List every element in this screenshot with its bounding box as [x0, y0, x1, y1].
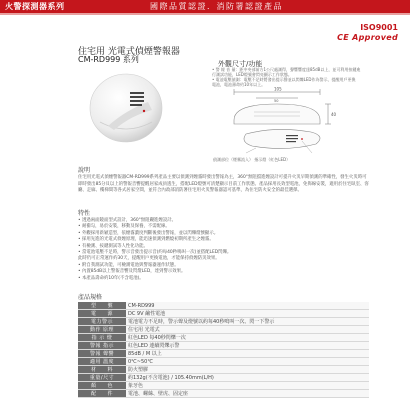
- spec-value: 0℃~50℃: [126, 358, 369, 366]
- spec-value: 約132g(不含電池) / 105.40mm(L/H): [126, 374, 369, 382]
- spec-key: 適用 溫度: [78, 358, 126, 366]
- list-item: • 外觀採用新穎造型，依煙霧濃度判斷後發出警報，並以閃爍燈號顯示。: [78, 230, 219, 236]
- inner-label: 50: [274, 99, 279, 103]
- spec-panel-title: 外觀尺寸/功能: [218, 60, 263, 68]
- table-row: [78, 326, 369, 334]
- spec-note: • 警 報 音 量：距中央部前方1公尺處測得，聲響響度達85dB以上，並可利用按鍵進: [212, 67, 361, 72]
- spec-value: 85dB / M 以上: [126, 350, 369, 358]
- spec-value: 電池電力不足時，警示聲及燈號以約每40秒鳴叫一次、閃一下警示: [126, 318, 369, 326]
- table-row: [78, 390, 369, 398]
- spec-key: 重量/尺寸: [78, 374, 126, 382]
- spec-value: 防火塑膠: [126, 366, 369, 374]
- list-item: • 附自我測試功能，可檢測電池與警報器運作狀態。: [78, 262, 179, 268]
- header-bar: [0, 0, 410, 13]
- spec-key: 電力警示: [78, 318, 126, 326]
- spec-key: 顏 色: [78, 382, 126, 390]
- list-item: • 耐衝勾，易於安裝，移動及保養，不需配線。: [78, 224, 170, 230]
- table-row: [78, 374, 369, 382]
- list-item: • 當電池電壓不足時，警示音發出提示音(約每40秒鳴叫一次)並搭配LED閃爍。: [78, 250, 232, 256]
- spec-value: 紅色LED 連續閃爍示警: [126, 342, 369, 350]
- spec-note: 電池，電池壽命約10年以上。: [212, 82, 266, 87]
- list-item: 此時仍可正常運作約30天，提醒用戶更換電池，才能保持偵煙防災效果。: [78, 256, 220, 262]
- smoke-detector-image: [86, 66, 166, 146]
- spec-key: 配 件: [78, 390, 126, 398]
- spec-key: 指 示 燈: [78, 334, 126, 342]
- spec-key: 動作 原理: [78, 326, 126, 334]
- list-item: • 透過兩面鏡面型式設計，360°無阻礙進煙設計。: [78, 218, 176, 223]
- table-row: [78, 342, 369, 350]
- spec-value: CM-RD999: [126, 302, 369, 310]
- width-label: 105: [274, 86, 282, 92]
- ce-badge: CE Approved: [337, 33, 398, 42]
- dimension-caption: 偵測部位（煙霧流入） 指示燈（紅色LED）: [213, 157, 291, 162]
- table-row: [78, 334, 369, 342]
- spec-key: 警報 指示: [78, 342, 126, 350]
- product-title: 住宅用 光電式偵煙警報器: [78, 47, 180, 57]
- spec-note: 行測試功能，LED燈號會閃亮顯示工作狀態。: [212, 72, 292, 77]
- series-title: 火警探測器系列: [5, 2, 65, 11]
- table-row: [78, 302, 369, 310]
- header-underline: [0, 13, 410, 15]
- spec-key: 警報 聲響: [78, 350, 126, 358]
- description-heading: 說明: [78, 167, 91, 174]
- header-slogan: 國際品質認證．消防署認證產品: [150, 2, 283, 11]
- iso-badge: ISO9001: [360, 23, 398, 32]
- spec-table-heading: 產品規格: [78, 294, 103, 301]
- spec-value: 象牙色: [126, 382, 369, 390]
- table-row: [78, 318, 369, 326]
- spec-value: 住宅用 光電式: [126, 326, 369, 334]
- list-item: • 有檢測、按鍵測試等人性化功能。: [78, 243, 148, 249]
- height-label: 40: [331, 112, 337, 117]
- description-text: 住宅用光電式偵煙警報器CM-RD999系列產品主要以偵測到煙霧時發出警報為主，360°無阻擋進煙設計可提升火災早期偵測的準確性，發生火災時可即時發出85分貝以上的警報音響提醒居家成員逃生，搭配LED燈號可清楚顯示目前工作狀態。產品採用長效型電池，免佈線安裝，適用於住宅臥室、客廳、走廊、樓梯間等各式居家空間，並符合內政部消防署住宅用火災警報器認可基準，為住宅防火安全的最佳選擇。: [78, 175, 369, 194]
- spec-table: [78, 302, 369, 398]
- spec-key: 材 料: [78, 366, 126, 374]
- features-list: [78, 218, 370, 282]
- list-item: • 本產品壽命約10年(不含電池)。: [78, 275, 144, 281]
- table-row: [78, 366, 369, 374]
- table-row: [78, 358, 369, 366]
- spec-value: 電池、螺絲、壁虎、固定座: [126, 390, 369, 398]
- features-heading: 特性: [78, 210, 91, 217]
- list-item: • 內置85dB以上警報音響及閃燈LED，達到警示效果。: [78, 269, 186, 275]
- spec-note: • 電池電壓偵測：電壓不足時將發出提示聲並以閃爍LED作為警示，提醒用戶更換: [212, 77, 356, 82]
- table-row: [78, 310, 369, 318]
- table-row: [78, 382, 369, 390]
- list-item: • 採用先進的光電式偵煙原理，能迅速偵測到燃燒初期所產生之煙霧。: [78, 237, 214, 243]
- spec-value: 紅色LED 每40秒閃爍一次: [126, 334, 369, 342]
- spec-key: 電 源: [78, 310, 126, 318]
- dimension-drawing: [216, 86, 376, 154]
- spec-key: 型 號: [78, 302, 126, 310]
- table-row: [78, 350, 369, 358]
- product-model: CM-RD999 系列: [78, 55, 139, 64]
- spec-value: DC 9V 鹼性電池: [126, 310, 369, 318]
